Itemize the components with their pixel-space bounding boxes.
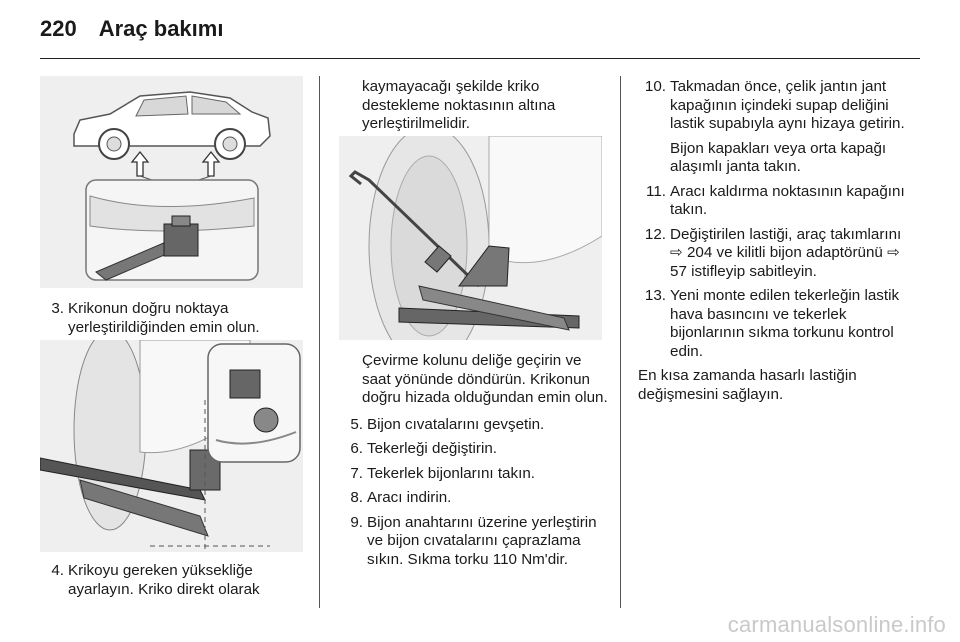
step-number: 7.: [350, 464, 363, 482]
column-1-step-4: [40, 562, 310, 605]
figure-jack-crank: [339, 136, 602, 340]
step-number: 8.: [350, 489, 363, 506]
step-number: 4.: [51, 562, 64, 579]
step-13: [630, 287, 912, 361]
column-divider-2: [620, 76, 621, 608]
step-4-continuation: kaymayacağı şekilde kriko destekleme noktasının altına yerleştirilmelidir.: [362, 78, 556, 132]
step-3: [40, 300, 310, 337]
ref-arrow-icon: ⇨: [670, 244, 683, 261]
step-12: [630, 226, 912, 282]
step-text-after: istifleyip sabitleyin.: [686, 262, 817, 280]
step-number: 13.: [644, 287, 666, 304]
header-rule: [40, 58, 920, 59]
step-5: [339, 416, 611, 435]
figure-jack-positioning: [40, 340, 303, 552]
step-text: Yeni monte edilen tekerleğin lastik hava basıncını ve tekerlek bijonlarının sıkma torkunu kontrol edin.: [670, 287, 900, 360]
page-title: Araç bakımı: [98, 16, 224, 41]
step-text: Takmadan önce, çelik jantın jant kapağının içindeki supap deliğini lastik supabıyla aynı hizaya getirin.: [670, 78, 905, 132]
page-reference-link[interactable]: 204: [686, 244, 713, 261]
page-reference-link[interactable]: 57: [670, 262, 687, 280]
step-text-before: Değiştirilen lastiği, araç takımlarını: [670, 225, 902, 243]
step-number: 9.: [350, 513, 363, 531]
ref-arrow-icon: ⇨: [887, 244, 900, 261]
car-jack-illustration: [40, 76, 303, 288]
step-10: [630, 78, 912, 177]
crank-instruction: Çevirme kolunu deliğe geçirin ve saat yönünde döndürün. Krikonun doğru hizada olduğundan emin olun.: [362, 352, 608, 406]
column-3-body: [630, 78, 912, 410]
figure-car-jack-points: [40, 76, 303, 288]
step-number: 10.: [644, 78, 666, 95]
step-text: Tekerlek bijonlarını takın.: [367, 464, 535, 482]
step-11: [630, 183, 912, 220]
step-number: 5.: [350, 415, 363, 433]
step-text: Bijon anahtarını üzerine yerleştirin ve bijon cıvatalarını çaprazlama sıkın. Sıkma torku 110 Nm'dir.: [367, 513, 597, 568]
page-number: 220: [40, 16, 77, 41]
jack-position-illustration: [40, 340, 303, 552]
final-note: En kısa zamanda hasarlı lastiğin değişmesini sağlayın.: [638, 367, 857, 403]
step-7: [339, 465, 611, 484]
step-text: Aracı indirin.: [367, 489, 452, 506]
step-text: Aracı kaldırma noktasının kapağını takın.: [670, 182, 905, 218]
step-10-sub: Bijon kapakları veya orta kapağı alaşımlı janta takın.: [670, 139, 887, 175]
column-2-continuation: [362, 78, 602, 140]
step-text: Tekerleği değiştirin.: [367, 440, 497, 457]
step-text: Krikoyu gereken yüksekliğe ayarlayın. Kriko direkt olarak: [68, 562, 260, 598]
step-text-mid: ve kilitli bijon adaptörünü: [712, 244, 888, 261]
step-number: 3.: [51, 300, 64, 317]
step-9: [339, 514, 611, 570]
column-divider-1: [319, 76, 320, 608]
jack-crank-illustration: [339, 136, 602, 340]
watermark: carmanualsonline.info: [727, 612, 946, 637]
column-1-step-3: [40, 300, 310, 343]
column-2-body: [339, 352, 611, 575]
step-number: 6.: [350, 440, 363, 457]
page-header: [40, 16, 223, 46]
step-6: [339, 440, 611, 459]
step-text: Bijon cıvatalarını gevşetin.: [367, 415, 545, 433]
step-text: Krikonun doğru noktaya yerleştirildiğinden emin olun.: [68, 300, 260, 336]
step-number: 12.: [644, 225, 666, 243]
step-8: [339, 489, 611, 508]
step-number: 11.: [646, 182, 666, 200]
step-4: [40, 562, 310, 599]
